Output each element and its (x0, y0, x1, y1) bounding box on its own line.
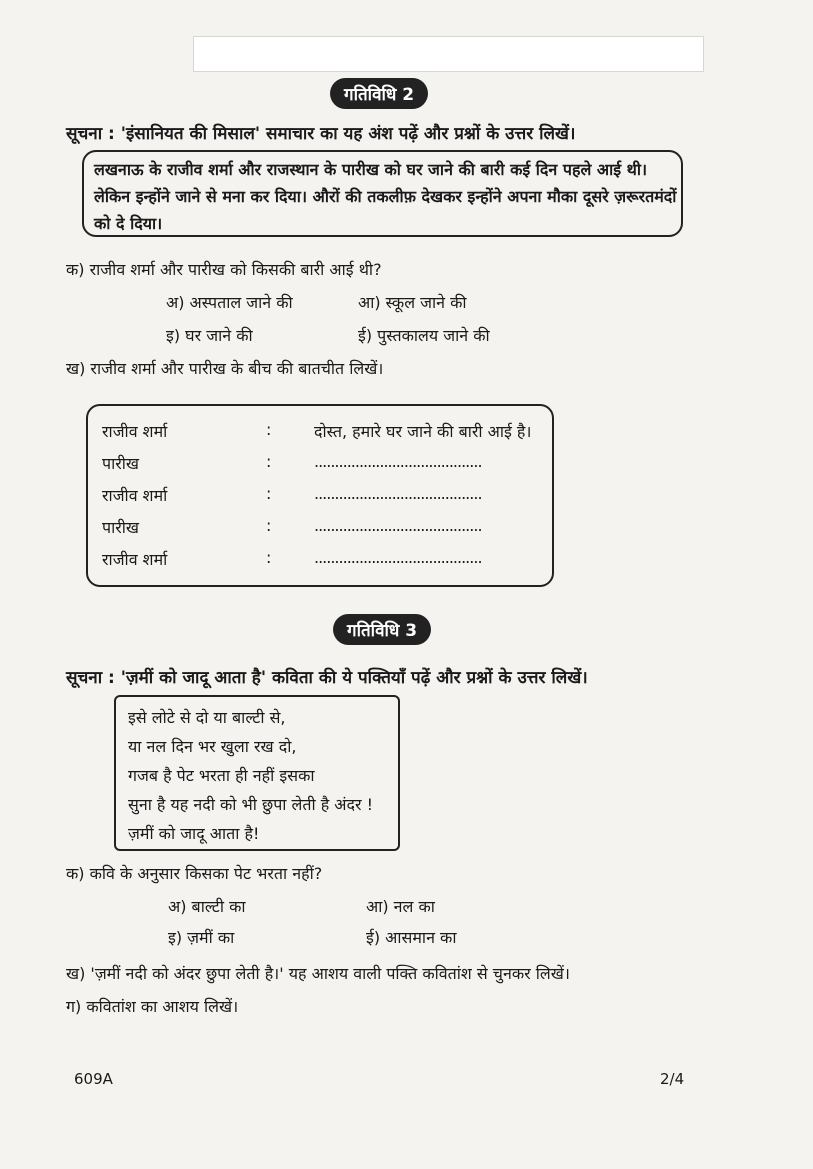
dialogue-colon: : (266, 484, 272, 503)
dialogue-answer-blank: ......................................... (314, 548, 482, 567)
dialogue-row (102, 548, 552, 576)
activity-2-question-kha: ख) राजीव शर्मा और पारीख के बीच की बातचीत लिखें। (66, 359, 384, 378)
header-blank-box (193, 36, 704, 72)
activity-2-instruction: सूचना : 'इंसानियत की मिसाल' समाचार का यह अंश पढ़ें और प्रश्नों के उत्तर लिखें। (66, 124, 576, 144)
poem-line: ज़मीं को जादू आता है! (128, 824, 260, 843)
dialogue-line: दोस्त, हमारे घर जाने की बारी आई है। (314, 422, 532, 441)
dialogue-answer-blank: ......................................... (314, 516, 482, 535)
dialogue-row (102, 484, 552, 512)
dialogue-colon: : (266, 548, 272, 567)
option-a: अ) अस्पताल जाने की (166, 293, 293, 312)
dialogue-answer-blank: ......................................... (314, 452, 482, 471)
dialogue-speaker: राजीव शर्मा (102, 486, 168, 505)
option-ii: ई) पुस्तकालय जाने की (358, 326, 490, 345)
option-aa: आ) नल का (366, 897, 435, 916)
dialogue-box (86, 404, 554, 587)
option-ii: ई) आसमान का (366, 928, 457, 947)
passage-line: को दे दिया। (94, 214, 163, 233)
poem-line: इसे लोटे से दो या बाल्टी से, (128, 708, 286, 727)
dialogue-speaker: पारीख (102, 518, 140, 537)
activity-3-question-kha: ख) 'ज़मीं नदी को अंदर छुपा लेती है।' यह आशय वाली पक्ति कवितांश से चुनकर लिखें। (66, 964, 570, 983)
dialogue-colon: : (266, 516, 272, 535)
page-number: 2/4 (660, 1070, 685, 1088)
activity-2-question-ka: क) राजीव शर्मा और पारीख को किसकी बारी आई थी? (66, 260, 382, 279)
passage-line: लेकिन इन्होंने जाने से मना कर दिया। औरों की तकलीफ़ देखकर इन्होंने अपना मौका दूसरे ज़रूरतमंदों (94, 187, 677, 206)
dialogue-row (102, 420, 552, 448)
option-aa: आ) स्कूल जाने की (358, 293, 467, 312)
option-i: इ) घर जाने की (166, 326, 253, 345)
activity-2-badge: गतिविधि 2 (330, 78, 428, 109)
option-a: अ) बाल्टी का (168, 897, 246, 916)
dialogue-colon: : (266, 452, 272, 471)
poem-line: गजब है पेट भरता ही नहीं इसका (128, 766, 315, 785)
dialogue-speaker: पारीख (102, 454, 140, 473)
dialogue-row (102, 452, 552, 480)
dialogue-row (102, 516, 552, 544)
paper-code: 609A (74, 1070, 113, 1088)
news-passage-box (82, 150, 683, 237)
poem-box (114, 695, 400, 851)
dialogue-speaker: राजीव शर्मा (102, 422, 168, 441)
poem-line: सुना है यह नदी को भी छुपा लेती है अंदर ! (128, 795, 374, 814)
activity-3-instruction: सूचना : 'ज़मीं को जादू आता है' कविता की ये पक्तियाँ पढ़ें और प्रश्नों के उत्तर लिखें। (66, 668, 588, 688)
option-i: इ) ज़मीं का (168, 928, 235, 947)
poem-line: या नल दिन भर खुला रख दो, (128, 737, 297, 756)
dialogue-answer-blank: ......................................... (314, 484, 482, 503)
activity-3-question-ga: ग) कवितांश का आशय लिखें। (66, 997, 239, 1016)
activity-3-question-ka: क) कवि के अनुसार किसका पेट भरता नहीं? (66, 864, 323, 883)
passage-line: लखनाऊ के राजीव शर्मा और राजस्थान के पारीख को घर जाने की बारी कई दिन पहले आई थी। (94, 160, 648, 179)
activity-3-badge: गतिविधि 3 (333, 614, 431, 645)
dialogue-speaker: राजीव शर्मा (102, 550, 168, 569)
dialogue-colon: : (266, 420, 272, 439)
